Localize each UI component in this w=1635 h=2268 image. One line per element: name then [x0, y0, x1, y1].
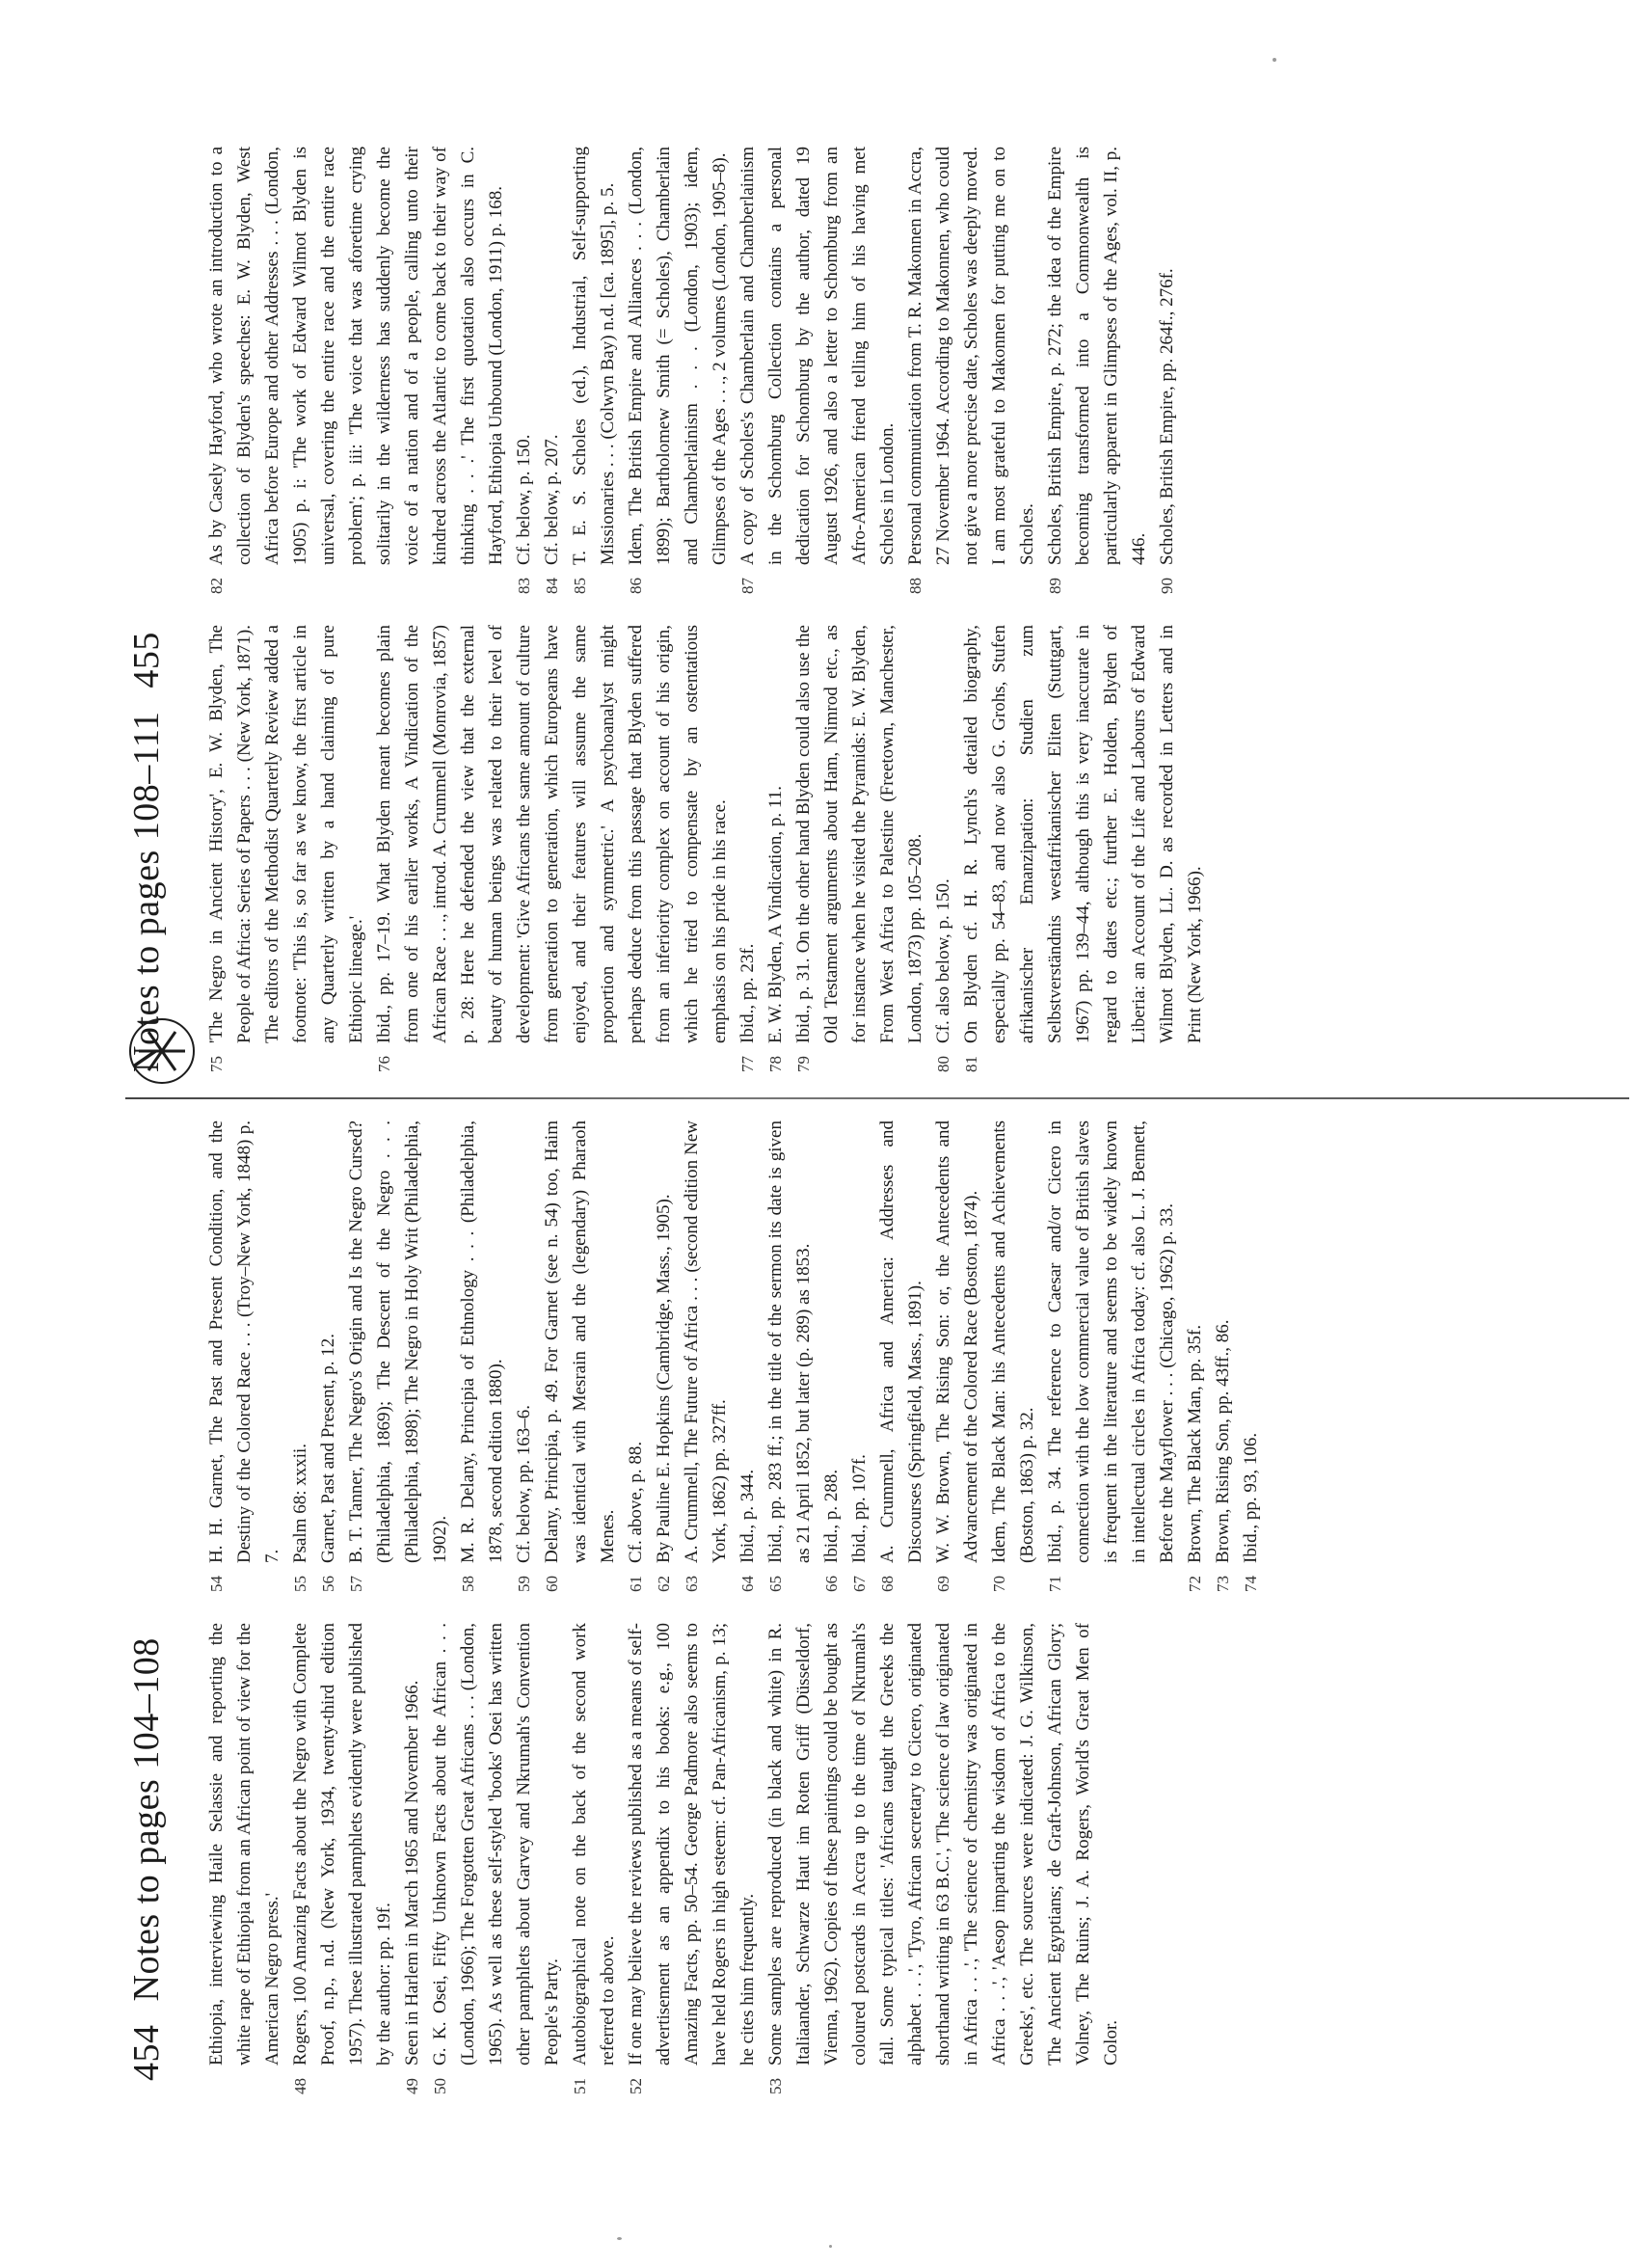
footnote	[426, 1623, 566, 2094]
footnote-text: G. K. Osei, Fifty Unknown Facts about the African . . . (London, 1966); The Forgotten Great Africans . . . (London, 1965). As well as these self-styled 'books' Osei has written other pamphlets about Garvey and Nkrumah's Convention People's Party.	[430, 1623, 562, 2066]
footnote-text: Ibid., p. 344.	[737, 1469, 758, 1563]
footnote	[1041, 147, 1153, 594]
footnote-text: Cf. also below, p. 150.	[933, 878, 953, 1043]
footnote	[566, 147, 622, 594]
footnote-text: Delany, Principia, p. 49. For Garnet (see n. 54) too, Haim was identical with Mesrain and the (legendary) Pharaoh Menes.	[542, 1120, 618, 1563]
left-page	[125, 1120, 1629, 2094]
footnote-text: W. W. Brown, The Rising Son: or, the Antecedents and Advancement of the Colored Race (Boston, 1874).	[933, 1120, 981, 1563]
footnote-text: On Blyden cf. H. R. Lynch's detailed biography, especially pp. 54–83, and now also G. Grohs, Stufen afrikanischer Emanzipation: Studien zum Selbstverständnis westafrikanischer Eliten (Stuttgart, 1967) pp. 139–44, although this is very inaccurate in regard to dates etc.; further E. Holden, Blyden of Liberia: an Account of the Life and Labours of Edward Wilmot Blyden, LL. D. as recorded in Letters and in Print (New York, 1966).	[961, 625, 1205, 1043]
right-page-number: 455	[126, 632, 167, 688]
footnote-number: 57	[347, 1576, 365, 1592]
footnote-number: 74	[1242, 1576, 1260, 1592]
footnote	[762, 1120, 818, 1592]
scan-speck	[829, 2245, 832, 2248]
footnote-text: M. R. Delany, Principia of Ethnology . . . (Philadelphia, 1878, second edition 1880).	[458, 1120, 506, 1563]
footnote-number: 48	[291, 2078, 309, 2094]
footnote-text: Personal communication from T. R. Makonnen in Accra, 27 November 1964. According to Makonnen, who could not give a more precise date, Scholes was deeply moved. I am most grateful to Makonnen for putting me on to Scholes.	[905, 147, 1037, 565]
footnote-number: 52	[627, 2078, 645, 2094]
footnote-number: 70	[990, 1576, 1008, 1592]
footnote	[510, 1120, 538, 1592]
footnote	[370, 625, 734, 1072]
footnote	[202, 147, 510, 594]
footnote-text: Rogers, 100 Amazing Facts about the Negro with Complete Proof, n.p., n.d. (New York, 1934, twenty-third edition 1957). These illustrated pamphlets evidently were published by the author: pp. 19f.	[290, 1623, 394, 2066]
footnote	[957, 625, 1209, 1072]
right-running-head	[125, 147, 202, 1072]
footnote	[622, 147, 734, 594]
footnote	[202, 625, 370, 1072]
left-columns	[202, 1120, 1265, 2094]
left-page-number: 454	[126, 2024, 167, 2081]
footnote-text: Psalm 68: xxxii.	[290, 1443, 310, 1563]
footnote	[678, 1120, 734, 1592]
footnote-text: Ibid., pp. 93, 106.	[1241, 1432, 1261, 1563]
footnote-text: By Pauline E. Hopkins (Cambridge, Mass., 1905).	[654, 1194, 674, 1563]
footnote-text: A. Crummell, The Future of Africa . . . (second edition New York, 1862) pp. 327ff.	[682, 1120, 730, 1563]
footnote-number: 83	[515, 578, 533, 594]
footnote	[734, 147, 901, 594]
footnote-text: Garnet, Past and Present, p. 12.	[318, 1334, 338, 1563]
footnote-number: 63	[683, 1576, 701, 1592]
footnote-number: 51	[571, 2078, 589, 2094]
footnote-text: Ibid., p. 288.	[821, 1469, 842, 1563]
footnote	[566, 1623, 622, 2094]
footnote-number: 88	[906, 578, 925, 594]
footnote	[1209, 1120, 1237, 1592]
footnote	[202, 1120, 286, 1592]
rotated-content	[125, 137, 1629, 2143]
footnote	[1041, 1120, 1181, 1592]
footnote-number: 62	[655, 1576, 673, 1592]
footnote	[790, 625, 929, 1072]
footnote	[538, 147, 566, 594]
footnote-text: Seen in Harlem in March 1965 and November 1966.	[402, 1680, 422, 2066]
footnote-number: 86	[627, 578, 645, 594]
right-running-title: Notes to pages 108–111	[126, 711, 167, 1072]
footnote-text: Scholes, British Empire, pp. 264f., 276f.	[1157, 268, 1177, 565]
footnote	[622, 1623, 762, 2094]
footnote-text: As by Casely Hayford, who wrote an introduction to a collection of Blyden's speeches: E. W. Blyden, West Africa before Europe and other Addresses . . . (London, 1905) p. i: 'The work of Edward Wilmot Blyden is universal, covering the entire race and the entire race problem'; p. iii: 'The voice that was aforetime crying solitarily in the wilderness has suddenly become the voice of a nation and of a people, calling unto their kindred across the Atlantic to come back to their way of thinking . . .' The first quotation also occurs in C. Hayford, Ethiopia Unbound (London, 1911) p. 168.	[206, 147, 506, 565]
footnote-number: 71	[1046, 1576, 1064, 1592]
footnote	[286, 1623, 398, 2094]
footnote-number: 77	[738, 1056, 757, 1072]
footnote-number: 56	[319, 1576, 337, 1592]
scan-speck	[1273, 58, 1276, 62]
footnote-text: Ibid., p. 31. On the other hand Blyden could also use the Old Testament arguments about Ham, Nimrod etc., as for instance when he visited the Pyramids: E. W. Blyden, From West Africa to Palestine (Freetown, Manchester, London, 1873) pp. 105–208.	[793, 625, 925, 1043]
footnote-text: Cf. below, pp. 163–6.	[514, 1405, 534, 1563]
footnote	[901, 147, 1041, 594]
footnote-number: 69	[934, 1576, 952, 1592]
footnote-number: 55	[291, 1576, 309, 1592]
footnote-number: 60	[543, 1576, 561, 1592]
footnote-number: 61	[627, 1576, 645, 1592]
footnote	[622, 1120, 650, 1592]
right-column-1	[202, 625, 1209, 1072]
footnote-text: Autobiographical note on the back of the second work referred to above.	[570, 1623, 618, 2066]
footnote-number: 65	[766, 1576, 785, 1592]
footnote	[286, 1120, 314, 1592]
footnote	[538, 1120, 622, 1592]
footnote	[342, 1120, 454, 1592]
footnote-number: 54	[207, 1576, 226, 1592]
footnote	[314, 1120, 342, 1592]
footnote	[1153, 147, 1181, 594]
footnote-text: Ibid., p. 34. The reference to Caesar and/or Cicero in connection with the low commercial value of British slaves is frequent in the literature and seems to be widely known in intellectual circles in Africa today: cf. also L. J. Bennett, Before the Mayflower . . . (Chicago, 1962) p. 33.	[1045, 1120, 1177, 1563]
footnote-number: 85	[571, 578, 589, 594]
footnote-text: Idem, The British Empire and Alliances . . . (London, 1899); Bartholomew Smith (= Scholes), Chamberlain and Chamberlainism . . . (London, 1903); idem, Glimpses of the Ages . . ., 2 volumes (London, 1905–8).	[626, 147, 730, 565]
footnote-number: 81	[962, 1056, 980, 1072]
footnote-text: Ibid., pp. 283 ff.; in the title of the sermon its date is given as 21 April 1852, but later (p. 289) as 1853.	[765, 1120, 814, 1563]
footnote	[762, 625, 790, 1072]
footnote-number: 58	[459, 1576, 477, 1592]
footnote-number: 59	[515, 1576, 533, 1592]
footnote-number: 78	[766, 1056, 785, 1072]
footnote	[985, 1120, 1041, 1592]
footnote-number: 50	[431, 2078, 449, 2094]
footnote	[929, 625, 957, 1072]
footnote-text: A copy of Scholes's Chamberlain and Chamberlainism in the Schomburg Collection contains a personal dedication for Schomburg by the author, dated 19 August 1926, and also a letter to Schomburg from an Afro-American friend telling him of his having met Scholes in London.	[737, 147, 898, 565]
footnote-text: Ibid., pp. 17–19. What Blyden meant becomes plain from one of his earlier works, A Vindication of the African Race . . ., introd. A. Crummell (Monrovia, 1857) p. 28: Here he defended the view that the external beauty of human beings was related to their level of development: 'Give Africans the same amount of culture from generation to generation, which Europeans have enjoyed, and their features will assume the same proportion and symmetric.' A psychoanalyst might perhaps deduce from this passage that Blyden suffered from an inferiority complex on account of his origin, which he tried to compensate by an ostentatious emphasis on his pride in his race.	[374, 625, 730, 1043]
footnote	[762, 1623, 1125, 2094]
footnote-number: 79	[794, 1056, 813, 1072]
footnote-text: Ibid., pp. 23f.	[737, 943, 758, 1043]
left-running-title: Notes to pages 104–108	[126, 1637, 167, 2002]
right-columns	[202, 147, 1209, 1072]
right-column-2	[202, 147, 1209, 594]
footnote-number: 67	[850, 1576, 869, 1592]
footnote-text: H. H. Garnet, The Past and Present Condition, and the Destiny of the Colored Race . . . (Troy–New York, 1848) p. 7.	[206, 1120, 282, 1563]
footnote-text: If one may believe the reviews published as a means of self-advertisement as an appendix to his books: e.g., 100 Amazing Facts, pp. 50–54. George Padmore also seems to have held Rogers in high esteem: cf. Pan-Africanism, p. 13; he cites him frequently.	[626, 1623, 758, 2066]
footnote	[454, 1120, 510, 1592]
book-spread	[125, 137, 1629, 2143]
footnote-text: 'The Negro in Ancient History', E. W. Blyden, The People of Africa: Series of Papers . . . (New York, 1871). The editors of the Methodist Quarterly Review added a footnote: 'This is, so far as we know, the first article in any Quarterly written by a hand claiming of pure Ethiopic lineage.'	[206, 625, 366, 1043]
footnote-text: Cf. below, p. 207.	[542, 434, 562, 565]
footnote-number: 90	[1158, 578, 1176, 594]
scan-speck	[617, 2237, 622, 2240]
footnote-text: Cf. below, p. 150.	[514, 434, 534, 565]
footnote	[734, 625, 762, 1072]
footnote-number: 53	[766, 2078, 785, 2094]
footnote-number: 84	[543, 578, 561, 594]
footnote-text: Some samples are reproduced (in black and white) in R. Italiaander, Schwarze Haut im Roten Griff (Düsseldorf, Vienna, 1962). Copies of these paintings could be bought as coloured postcards in Accra up to the time of Nkrumah's fall. Some typical titles: 'Africans taught the Greeks the alphabet . . .', 'Tyro, African secretary to Cicero, originated shorthand writing in 63 B.C.', 'The science of law originated in Africa . . .', 'The science of chemistry was originated in Africa . . .', 'Aesop imparting the wisdom of Africa to the Greeks', etc. The sources were indicated: J. G. Wilkinson, The Ancient Egyptians; de Graft-Johnson, African Glory; Volney, The Ruins; J. A. Rogers, World's Great Men of Color.	[765, 1623, 1121, 2066]
footnote-number: 68	[878, 1576, 897, 1592]
footnote-number: 49	[403, 2078, 421, 2094]
footnote	[734, 1120, 762, 1592]
right-page	[125, 147, 1629, 1072]
footnote-number: 72	[1186, 1576, 1204, 1592]
footnote-text: Ibid., pp. 107f.	[849, 1454, 870, 1563]
footnote-number	[202, 2066, 286, 2094]
footnote-text: Cf. above, p. 88.	[626, 1441, 646, 1563]
footnote-number: 87	[738, 578, 757, 594]
footnote-number: 89	[1046, 578, 1064, 594]
footnote	[845, 1120, 873, 1592]
footnote	[650, 1120, 678, 1592]
book-gutter	[125, 1097, 1629, 1099]
footnote-text: T. E. S. Scholes (ed.), Industrial, Self-supporting Missionaries . . . (Colwyn Bay) n.d. [ca. 1895], p. 5.	[570, 147, 618, 565]
left-column-1	[202, 1623, 1265, 2094]
footnote	[929, 1120, 985, 1592]
footnote-number: 64	[738, 1576, 757, 1592]
footnote	[510, 147, 538, 594]
footnote	[1181, 1120, 1209, 1592]
footnote-number: 75	[207, 1056, 226, 1072]
left-running-head	[125, 1120, 202, 2094]
left-column-2	[202, 1120, 1265, 1592]
footnote	[1237, 1120, 1265, 1592]
footnote-text: Brown, The Black Man, pp. 35f.	[1185, 1324, 1205, 1563]
footnote	[873, 1120, 929, 1592]
footnote-number: 66	[822, 1576, 841, 1592]
footnote	[818, 1120, 845, 1592]
footnote-text: A. Crummell, Africa and America: Addresses and Discourses (Springfield, Mass., 1891).	[877, 1120, 925, 1563]
footnote-number: 76	[375, 1056, 393, 1072]
footnote-text: E. W. Blyden, A Vindication, p. 11.	[765, 786, 786, 1043]
footnote-number: 82	[207, 578, 226, 594]
footnote-number: 73	[1214, 1576, 1232, 1592]
footnote	[202, 1623, 286, 2094]
footnote	[398, 1623, 426, 2094]
footnote-text: Ethiopia, interviewing Haile Selassie and reporting the white rape of Ethiopia from an African point of view for the American Negro press.'	[206, 1623, 282, 2066]
footnote-text: Brown, Rising Son, pp. 43ff., 86.	[1213, 1319, 1233, 1563]
footnote-text: B. T. Tanner, The Negro's Origin and Is the Negro Cursed? (Philadelphia, 1869); The Descent of the Negro . . . (Philadelphia, 1898); The Negro in Holy Writ (Philadelphia, 1902).	[346, 1120, 450, 1563]
footnote-text: Idem, The Black Man: his Antecedents and Achievements (Boston, 1863) p. 32.	[989, 1120, 1037, 1563]
footnote-text: Scholes, British Empire, p. 272; the idea of the Empire becoming transformed into a Commonwealth is particularly apparent in Glimpses of the Ages, vol. II, p. 446.	[1045, 147, 1149, 565]
footnote-number: 80	[934, 1056, 952, 1072]
